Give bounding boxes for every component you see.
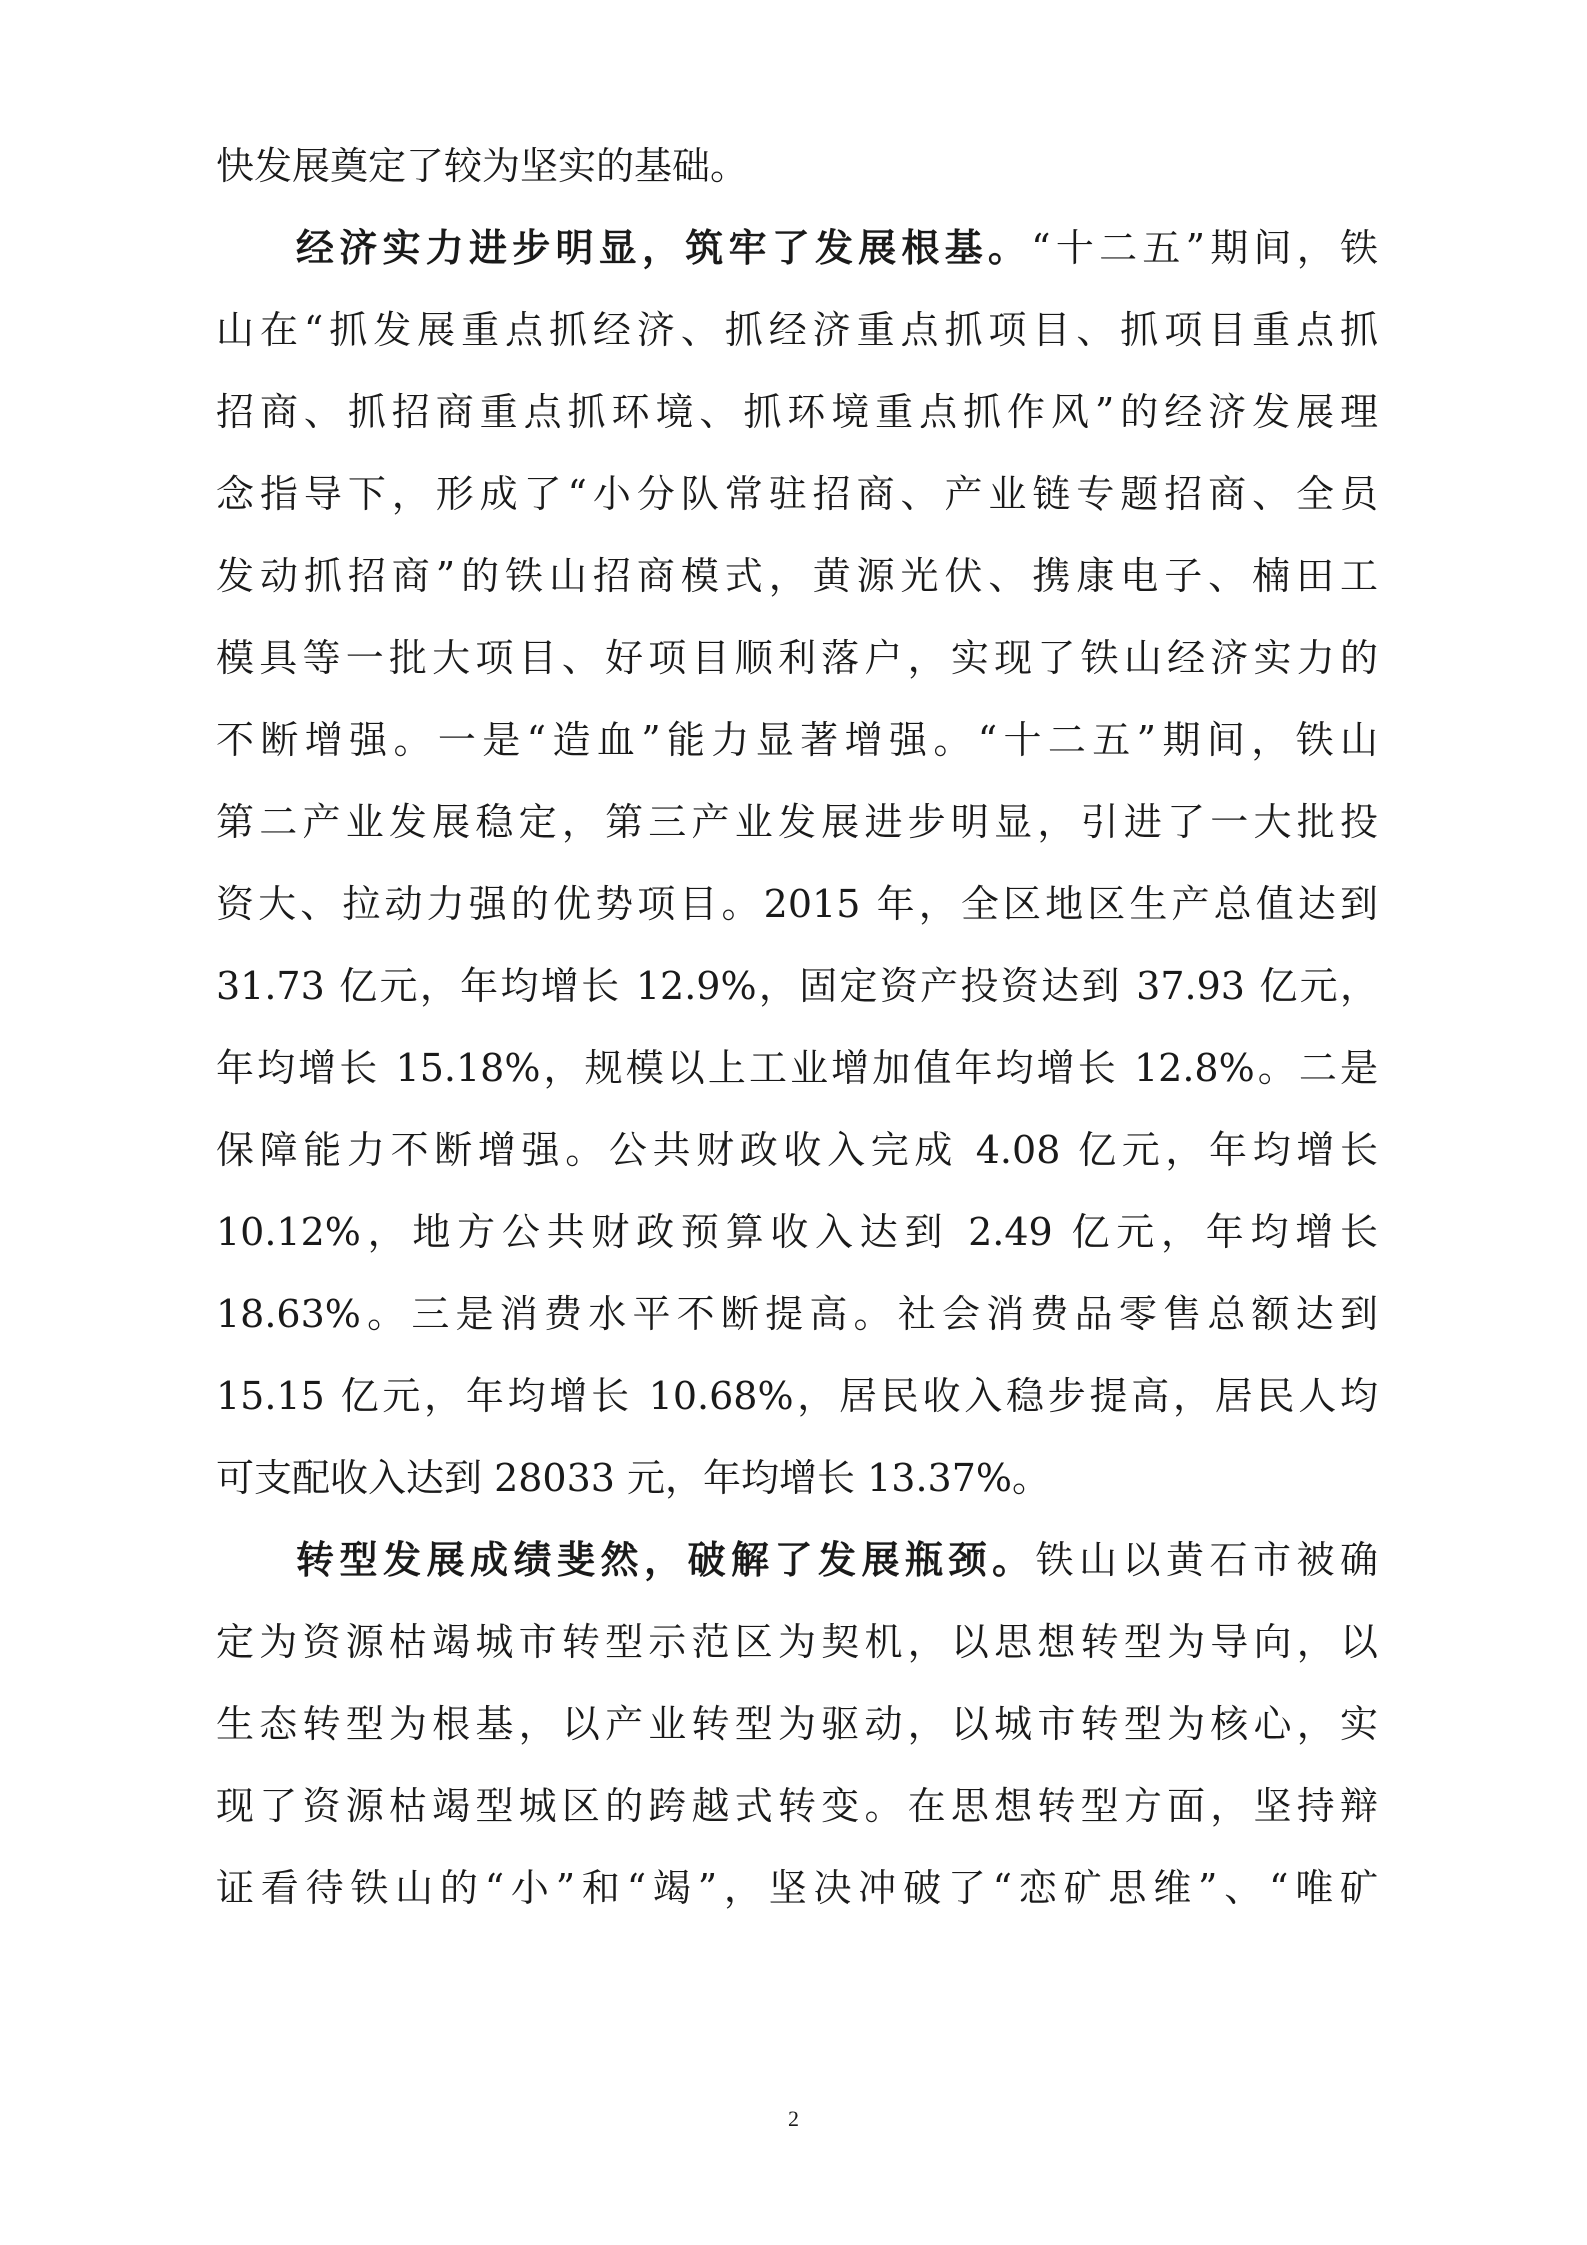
paragraph-line	[216, 302, 1378, 358]
paragraph-line	[216, 1450, 1378, 1506]
paragraph-line	[216, 1368, 1378, 1424]
line-text: 第二产业发展稳定，第三产业发展进步明显，引进了一大批投	[216, 800, 1378, 844]
paragraph-line	[216, 1860, 1378, 1916]
line-text: 可支配收入达到 28033 元，年均增长 13.37%。	[216, 1456, 1051, 1500]
paragraph-line	[216, 1204, 1378, 1260]
paragraph-line	[216, 138, 1378, 194]
line-text: 发动抓招商”的铁山招商模式，黄源光伏、携康电子、楠田工	[216, 554, 1378, 598]
line-text: “十二五”期间，铁	[1031, 226, 1378, 270]
line-text: 15.15 亿元，年均增长 10.68%，居民收入稳步提高，居民人均	[216, 1374, 1378, 1418]
paragraph-line	[216, 548, 1378, 604]
paragraph-line	[216, 630, 1378, 686]
paragraph-line	[216, 1122, 1378, 1178]
line-text: 31.73 亿元，年均增长 12.9%，固定资产投资达到 37.93 亿元，	[216, 964, 1378, 1008]
paragraph-line	[216, 1696, 1378, 1752]
line-text: 铁山以黄石市被确	[1035, 1538, 1378, 1582]
paragraph-line	[216, 958, 1378, 1014]
paragraph-lead-heading: 经济实力进步明显，筑牢了发展根基。	[296, 225, 1032, 270]
line-text: 模具等一批大项目、好项目顺利落户，实现了铁山经济实力的	[216, 636, 1378, 680]
paragraph-line	[216, 876, 1378, 932]
line-text: 10.12%，地方公共财政预算收入达到 2.49 亿元，年均增长	[216, 1210, 1378, 1254]
paragraph-lead-heading: 转型发展成绩斐然，破解了发展瓶颈。	[296, 1537, 1036, 1582]
line-text: 现了资源枯竭型城区的跨越式转变。在思想转型方面，坚持辩	[216, 1784, 1378, 1828]
paragraph-line	[216, 794, 1378, 850]
paragraph-line	[216, 466, 1378, 522]
line-text: 山在“抓发展重点抓经济、抓经济重点抓项目、抓项目重点抓	[216, 308, 1378, 352]
page-number: 2	[788, 2106, 799, 2131]
line-text: 年均增长 15.18%，规模以上工业增加值年均增长 12.8%。二是	[216, 1046, 1378, 1090]
paragraph-line	[216, 1286, 1378, 1342]
line-text: 定为资源枯竭城市转型示范区为契机，以思想转型为导向，以	[216, 1620, 1378, 1664]
paragraph-line	[216, 712, 1378, 768]
paragraph-line	[216, 1614, 1378, 1670]
paragraph-line	[216, 1040, 1378, 1096]
line-text: 不断增强。一是“造血”能力显著增强。“十二五”期间，铁山	[216, 718, 1378, 762]
line-text: 18.63%。三是消费水平不断提高。社会消费品零售总额达到	[216, 1292, 1378, 1336]
line-text: 生态转型为根基，以产业转型为驱动，以城市转型为核心，实	[216, 1702, 1378, 1746]
line-text: 招商、抓招商重点抓环境、抓环境重点抓作风”的经济发展理	[216, 390, 1378, 434]
paragraph-line	[216, 384, 1378, 440]
paragraph-line	[296, 220, 1378, 276]
line-text: 资大、拉动力强的优势项目。2015 年，全区地区生产总值达到	[216, 882, 1378, 926]
paragraph-line	[296, 1532, 1378, 1588]
line-text: 证看待铁山的“小”和“竭”，坚决冲破了“恋矿思维”、“唯矿	[216, 1866, 1378, 1910]
paragraph-line	[216, 1778, 1378, 1834]
line-text: 快发展奠定了较为坚实的基础。	[216, 144, 749, 188]
line-text: 保障能力不断增强。公共财政收入完成 4.08 亿元，年均增长	[216, 1128, 1378, 1172]
line-text: 念指导下，形成了“小分队常驻招商、产业链专题招商、全员	[216, 472, 1378, 516]
